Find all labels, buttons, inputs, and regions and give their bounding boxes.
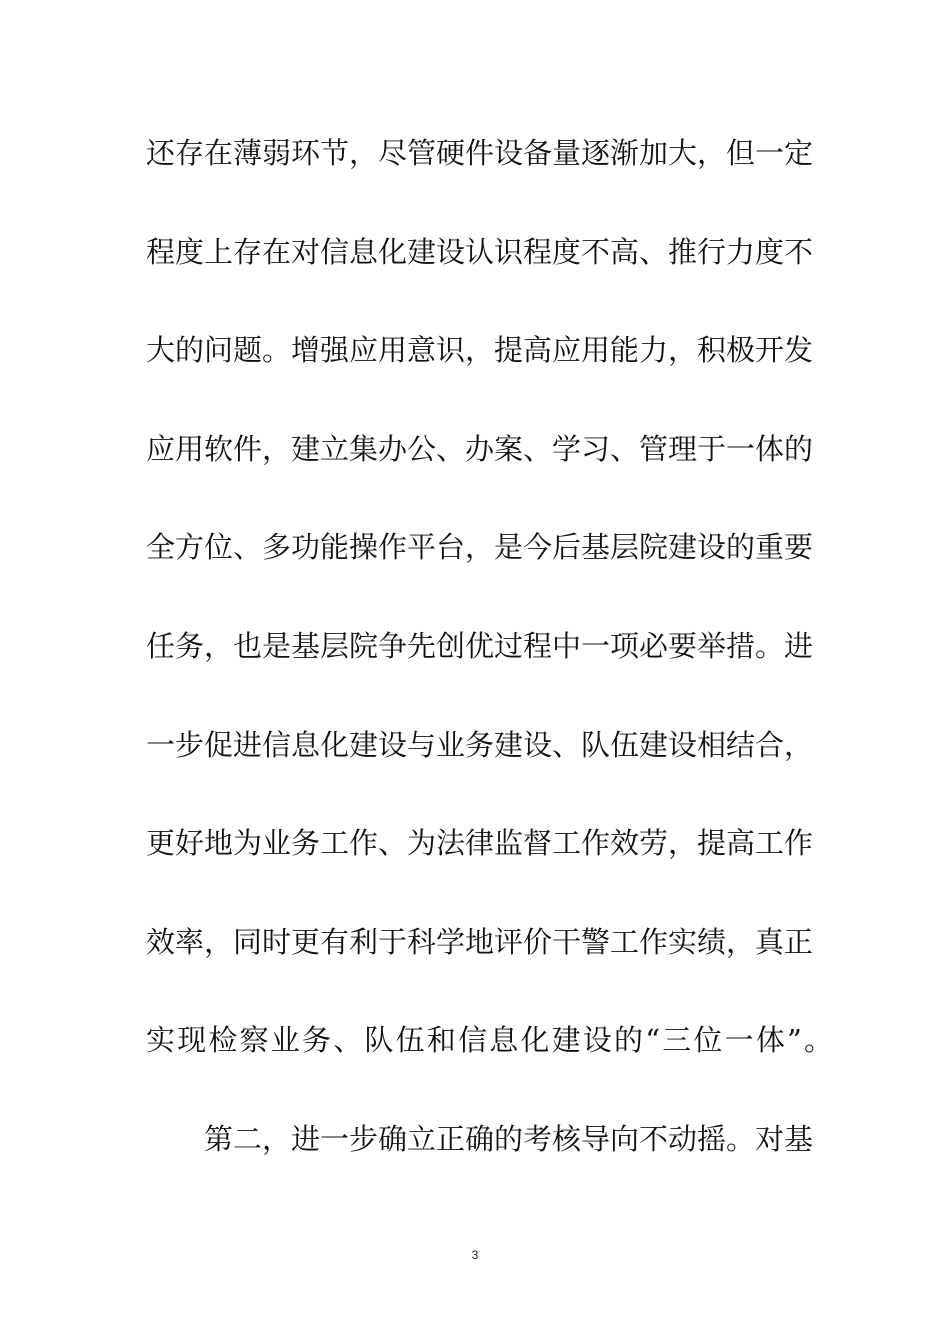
text-line: 一步促进信息化建设与业务建设、队伍建设相结合， xyxy=(146,727,814,762)
text-line-paragraph-end: 实现检察业务、队伍和信息化建设的“三位一体”。 xyxy=(146,1023,836,1058)
page-number: 3 xyxy=(471,1248,479,1262)
text-line: 更好地为业务工作、为法律监督工作效劳，提高工作 xyxy=(146,826,814,861)
text-line: 程度上存在对信息化建设认识程度不高、推行力度不 xyxy=(146,234,814,269)
text-line: 应用软件，建立集办公、办案、学习、管理于一体的 xyxy=(146,431,814,466)
text-line-paragraph-start: 第二，进一步确立正确的考核导向不动摇。对基 xyxy=(204,1121,814,1156)
text-line: 大的问题。增强应用意识，提高应用能力，积极开发 xyxy=(146,333,814,368)
text-line: 全方位、多功能操作平台，是今后基层院建设的重要 xyxy=(146,530,814,565)
text-line: 任务，也是基层院争先创优过程中一项必要举措。进 xyxy=(146,628,814,663)
text-line: 效率，同时更有利于科学地评价干警工作实绩，真正 xyxy=(146,924,814,959)
body-text xyxy=(146,122,836,1207)
text-line: 还存在薄弱环节，尽管硬件设备量逐渐加大，但一定 xyxy=(146,136,814,170)
